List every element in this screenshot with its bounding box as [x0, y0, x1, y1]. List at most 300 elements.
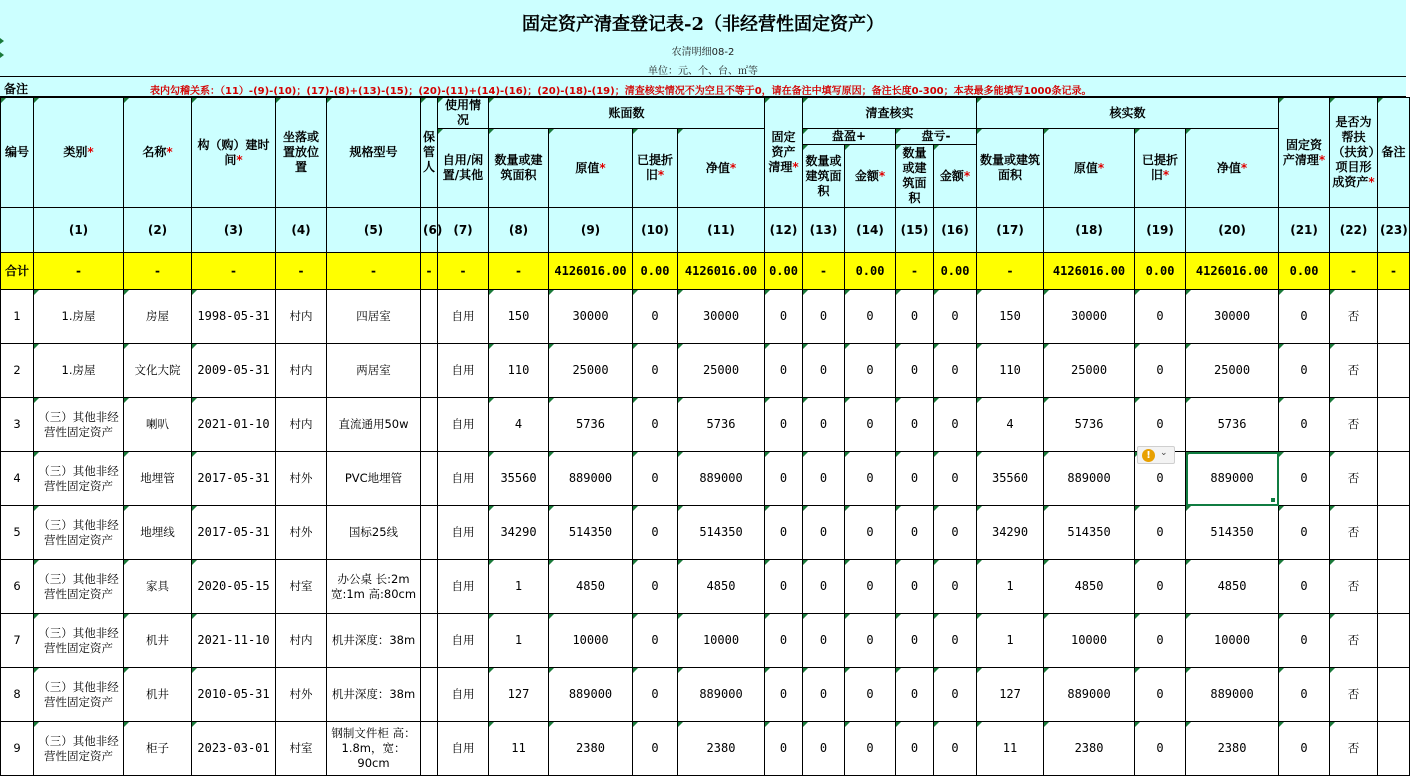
cell-clear-21[interactable]: 0	[1279, 560, 1330, 614]
cell-ver-net[interactable]: 5736	[1186, 398, 1279, 452]
cell-loss-qty[interactable]: 0	[896, 398, 934, 452]
cell-ver-dep[interactable]: 0	[1135, 668, 1186, 722]
cell-keeper[interactable]	[421, 560, 438, 614]
cell-ver-dep[interactable]: 0	[1135, 614, 1186, 668]
cell-clear-21[interactable]: 0	[1279, 452, 1330, 506]
cell-clear-12[interactable]: 0	[765, 452, 803, 506]
error-check-button[interactable]	[1137, 446, 1175, 464]
cell-ver-orig[interactable]: 514350	[1044, 506, 1135, 560]
cell-time[interactable]: 2017-05-31	[192, 506, 276, 560]
cell-ver-qty[interactable]: 4	[977, 398, 1044, 452]
cell-ver-dep[interactable]: 0	[1135, 344, 1186, 398]
cell-time[interactable]: 2023-03-01	[192, 722, 276, 776]
table-row	[1, 398, 1410, 452]
cell-no[interactable]: 7	[1, 614, 34, 668]
colnum-cell[interactable]: (15)	[896, 208, 934, 253]
cell-loss-qty[interactable]: 0	[896, 560, 934, 614]
cell-book-orig[interactable]: 889000	[549, 668, 633, 722]
total-cell[interactable]: -	[896, 253, 934, 290]
cell-poverty[interactable]: 否	[1330, 398, 1378, 452]
cell-ver-dep[interactable]: 0	[1135, 452, 1186, 506]
colnum-cell[interactable]: (11)	[678, 208, 765, 253]
cell-keeper[interactable]	[421, 398, 438, 452]
table-row	[1, 722, 1410, 776]
cell-time[interactable]: 2017-05-31	[192, 452, 276, 506]
cell-clear-12[interactable]: 0	[765, 722, 803, 776]
total-cell[interactable]: -	[438, 253, 489, 290]
cell-category[interactable]: （三）其他非经营性固定资产	[34, 506, 124, 560]
cell-time[interactable]: 2021-11-10	[192, 614, 276, 668]
cell-surplus-amt[interactable]: 0	[845, 560, 896, 614]
cell-book-orig[interactable]: 5736	[549, 398, 633, 452]
sheet-unit: 单位：元、个、台、㎡等	[648, 66, 758, 77]
cell-spec[interactable]: 机井深度：38m	[327, 668, 421, 722]
cell-no[interactable]: 9	[1, 722, 34, 776]
cell-ver-orig[interactable]: 25000	[1044, 344, 1135, 398]
cell-clear-21[interactable]: 0	[1279, 290, 1330, 344]
table-row	[1, 506, 1410, 560]
cell-book-dep[interactable]: 0	[633, 344, 678, 398]
cell-keeper[interactable]	[421, 290, 438, 344]
header-surplus-qty: 数量或建筑面积	[803, 145, 845, 208]
cell-book-qty[interactable]: 110	[489, 344, 549, 398]
header-loss-group: 盘亏-	[896, 129, 977, 145]
cell-remark[interactable]	[1378, 290, 1410, 344]
cell-surplus-qty[interactable]: 0	[803, 560, 845, 614]
cell-location[interactable]: 村室	[276, 560, 327, 614]
cell-clear-12[interactable]: 0	[765, 398, 803, 452]
colnum-cell[interactable]: (2)	[124, 208, 192, 253]
table-row	[1, 614, 1410, 668]
cell-remark[interactable]	[1378, 344, 1410, 398]
cell-keeper[interactable]	[421, 614, 438, 668]
header-ver-net: 净值*	[1186, 129, 1279, 208]
cell-loss-qty[interactable]: 0	[896, 668, 934, 722]
cell-book-dep[interactable]: 0	[633, 290, 678, 344]
cell-no[interactable]: 3	[1, 398, 34, 452]
cell-ver-orig[interactable]: 4850	[1044, 560, 1135, 614]
cell-ver-qty[interactable]: 110	[977, 344, 1044, 398]
cell-loss-qty[interactable]: 0	[896, 452, 934, 506]
cell-poverty[interactable]: 否	[1330, 722, 1378, 776]
cell-category[interactable]: （三）其他非经营性固定资产	[34, 722, 124, 776]
cell-ver-net[interactable]: 10000	[1186, 614, 1279, 668]
total-cell[interactable]: 4126016.00	[549, 253, 633, 290]
cell-category[interactable]: （三）其他非经营性固定资产	[34, 668, 124, 722]
cell-surplus-qty[interactable]: 0	[803, 290, 845, 344]
cell-keeper[interactable]	[421, 668, 438, 722]
cell-remark[interactable]	[1378, 398, 1410, 452]
cell-name[interactable]: 房屋	[124, 290, 192, 344]
cell-ver-orig[interactable]: 10000	[1044, 614, 1135, 668]
cell-loss-amt[interactable]: 0	[934, 398, 977, 452]
cell-category[interactable]: （三）其他非经营性固定资产	[34, 614, 124, 668]
cell-spec[interactable]: 办公桌 长:2m 宽:1m 高:80cm	[327, 560, 421, 614]
cell-keeper[interactable]	[421, 344, 438, 398]
colnum-cell[interactable]: (7)	[438, 208, 489, 253]
cell-time[interactable]: 2020-05-15	[192, 560, 276, 614]
cell-poverty[interactable]: 否	[1330, 506, 1378, 560]
cell-book-qty[interactable]: 35560	[489, 452, 549, 506]
cell-no[interactable]: 4	[1, 452, 34, 506]
cell-no[interactable]: 6	[1, 560, 34, 614]
cell-name[interactable]: 家具	[124, 560, 192, 614]
cell-ver-qty[interactable]: 34290	[977, 506, 1044, 560]
cell-ver-dep[interactable]: 0	[1135, 560, 1186, 614]
colnum-cell[interactable]: (19)	[1135, 208, 1186, 253]
cell-ver-orig[interactable]: 889000	[1044, 668, 1135, 722]
cell-name[interactable]: 地埋线	[124, 506, 192, 560]
total-cell[interactable]: 0.00	[934, 253, 977, 290]
cell-book-dep[interactable]: 0	[633, 722, 678, 776]
cell-ver-dep[interactable]: 0	[1135, 290, 1186, 344]
cell-name[interactable]: 文化大院	[124, 344, 192, 398]
cell-location[interactable]: 村外	[276, 506, 327, 560]
header-ver-dep: 已提折旧*	[1135, 129, 1186, 208]
colnum-cell[interactable]: (14)	[845, 208, 896, 253]
cell-surplus-amt[interactable]: 0	[845, 506, 896, 560]
cell-surplus-qty[interactable]: 0	[803, 668, 845, 722]
cell-surplus-qty[interactable]: 0	[803, 722, 845, 776]
cell-spec[interactable]: 两居室	[327, 344, 421, 398]
cell-surplus-qty[interactable]: 0	[803, 344, 845, 398]
cell-book-net[interactable]: 30000	[678, 290, 765, 344]
cell-ver-dep[interactable]: 0	[1135, 722, 1186, 776]
sheet-subtitle: 农清明细08-2	[671, 47, 735, 58]
cell-ver-qty[interactable]: 150	[977, 290, 1044, 344]
cell-ver-qty[interactable]: 127	[977, 668, 1044, 722]
cell-ver-dep[interactable]: 0	[1135, 398, 1186, 452]
total-cell[interactable]: -	[276, 253, 327, 290]
cell-category[interactable]: （三）其他非经营性固定资产	[34, 452, 124, 506]
total-cell[interactable]: 0.00	[1279, 253, 1330, 290]
cell-no[interactable]: 5	[1, 506, 34, 560]
cell-loss-amt[interactable]: 0	[934, 452, 977, 506]
header-surplus-amt: 金额*	[845, 145, 896, 208]
cell-loss-amt[interactable]: 0	[934, 290, 977, 344]
comment-marker-icon	[0, 52, 4, 58]
cell-no[interactable]: 8	[1, 668, 34, 722]
colnum-cell[interactable]: (21)	[1279, 208, 1330, 253]
total-cell[interactable]: -	[34, 253, 124, 290]
cell-keeper[interactable]	[421, 722, 438, 776]
total-cell[interactable]: -	[1378, 253, 1410, 290]
total-cell[interactable]: -	[977, 253, 1044, 290]
cell-book-dep[interactable]: 0	[633, 398, 678, 452]
colnum-cell[interactable]: (16)	[934, 208, 977, 253]
colnum-cell[interactable]: (5)	[327, 208, 421, 253]
cell-book-dep[interactable]: 0	[633, 452, 678, 506]
cell-ver-orig[interactable]: 30000	[1044, 290, 1135, 344]
cell-loss-qty[interactable]: 0	[896, 722, 934, 776]
cell-surplus-qty[interactable]: 0	[803, 398, 845, 452]
cell-remark[interactable]	[1378, 722, 1410, 776]
cell-book-dep[interactable]: 0	[633, 506, 678, 560]
cell-ver-orig[interactable]: 5736	[1044, 398, 1135, 452]
cell-book-net[interactable]: 4850	[678, 560, 765, 614]
cell-usage[interactable]: 自用	[438, 614, 489, 668]
colnum-cell[interactable]: (20)	[1186, 208, 1279, 253]
cell-ver-qty[interactable]: 35560	[977, 452, 1044, 506]
cell-book-orig[interactable]: 10000	[549, 614, 633, 668]
sheet-title-area	[0, 0, 1406, 77]
cell-keeper[interactable]	[421, 506, 438, 560]
cell-book-net[interactable]: 514350	[678, 506, 765, 560]
cell-usage[interactable]: 自用	[438, 452, 489, 506]
cell-no[interactable]: 1	[1, 290, 34, 344]
cell-ver-net[interactable]: 514350	[1186, 506, 1279, 560]
cell-clear-21[interactable]: 0	[1279, 668, 1330, 722]
cell-surplus-amt[interactable]: 0	[845, 398, 896, 452]
table-row	[1, 344, 1410, 398]
cell-ver-qty[interactable]: 11	[977, 722, 1044, 776]
header-name: 名称*	[124, 98, 192, 208]
cell-clear-21[interactable]: 0	[1279, 506, 1330, 560]
cell-remark[interactable]	[1378, 668, 1410, 722]
cell-spec[interactable]: 直流通用50w	[327, 398, 421, 452]
cell-book-orig[interactable]: 514350	[549, 506, 633, 560]
cell-location[interactable]: 村内	[276, 614, 327, 668]
cell-clear-12[interactable]: 0	[765, 560, 803, 614]
cell-poverty[interactable]: 否	[1330, 614, 1378, 668]
total-cell[interactable]: -	[124, 253, 192, 290]
header-usage-group: 使用情况	[438, 98, 489, 129]
cell-poverty[interactable]: 否	[1330, 668, 1378, 722]
header-category: 类别*	[34, 98, 124, 208]
cell-location[interactable]: 村外	[276, 668, 327, 722]
total-cell[interactable]: -	[489, 253, 549, 290]
total-cell[interactable]: 0.00	[633, 253, 678, 290]
total-cell[interactable]: -	[421, 253, 438, 290]
cell-surplus-amt[interactable]: 0	[845, 722, 896, 776]
cell-book-qty[interactable]: 11	[489, 722, 549, 776]
cell-ver-qty[interactable]: 1	[977, 560, 1044, 614]
cell-book-orig[interactable]: 25000	[549, 344, 633, 398]
cell-ver-qty[interactable]: 1	[977, 614, 1044, 668]
colnum-cell[interactable]: (4)	[276, 208, 327, 253]
total-cell[interactable]: 0.00	[1135, 253, 1186, 290]
cell-book-qty[interactable]: 1	[489, 560, 549, 614]
cell-loss-amt[interactable]: 0	[934, 722, 977, 776]
cell-book-orig[interactable]: 889000	[549, 452, 633, 506]
total-label[interactable]: 合计	[1, 253, 34, 290]
cell-loss-amt[interactable]: 0	[934, 668, 977, 722]
header-remark: 备注	[1378, 98, 1410, 208]
cell-spec[interactable]: 机井深度：38m	[327, 614, 421, 668]
header-book-qty: 数量或建筑面积	[489, 129, 549, 208]
cell-category[interactable]: （三）其他非经营性固定资产	[34, 398, 124, 452]
cell-book-net[interactable]: 25000	[678, 344, 765, 398]
cell-usage[interactable]: 自用	[438, 344, 489, 398]
cell-book-qty[interactable]: 127	[489, 668, 549, 722]
cell-time[interactable]: 2010-05-31	[192, 668, 276, 722]
cell-name[interactable]: 地埋管	[124, 452, 192, 506]
header-verified-group: 核实数	[977, 98, 1279, 129]
cell-time[interactable]: 2021-01-10	[192, 398, 276, 452]
cell-loss-qty[interactable]: 0	[896, 290, 934, 344]
cell-loss-qty[interactable]: 0	[896, 614, 934, 668]
header-book-group: 账面数	[489, 98, 765, 129]
header-surplus-group: 盘盈+	[803, 129, 896, 145]
warning-icon: !	[1142, 449, 1155, 462]
cell-clear-21[interactable]: 0	[1279, 344, 1330, 398]
cell-poverty[interactable]: 否	[1330, 452, 1378, 506]
colnum-cell[interactable]: (10)	[633, 208, 678, 253]
cell-category[interactable]: （三）其他非经营性固定资产	[34, 560, 124, 614]
cell-surplus-amt[interactable]: 0	[845, 290, 896, 344]
cell-location[interactable]: 村内	[276, 290, 327, 344]
cell-loss-qty[interactable]: 0	[896, 506, 934, 560]
cell-keeper[interactable]	[421, 452, 438, 506]
total-cell[interactable]: -	[327, 253, 421, 290]
comment-marker-icon	[0, 38, 4, 44]
cell-ver-net[interactable]: 30000	[1186, 290, 1279, 344]
total-cell[interactable]: 4126016.00	[1044, 253, 1135, 290]
cell-time[interactable]: 1998-05-31	[192, 290, 276, 344]
cell-spec[interactable]: PVC地埋管	[327, 452, 421, 506]
cell-remark[interactable]	[1378, 560, 1410, 614]
cell-usage[interactable]: 自用	[438, 398, 489, 452]
cell-loss-amt[interactable]: 0	[934, 614, 977, 668]
total-cell[interactable]: -	[192, 253, 276, 290]
colnum-cell[interactable]: (6)	[421, 208, 438, 253]
total-cell[interactable]: 0.00	[765, 253, 803, 290]
header-book-orig: 原值*	[549, 129, 633, 208]
cell-name[interactable]: 机井	[124, 614, 192, 668]
cell-ver-dep[interactable]: 0	[1135, 506, 1186, 560]
colnum-cell[interactable]: (22)	[1330, 208, 1378, 253]
header-loss-qty: 数量或建筑面积	[896, 145, 934, 208]
cell-clear-21[interactable]: 0	[1279, 398, 1330, 452]
cell-surplus-amt[interactable]: 0	[845, 668, 896, 722]
cell-usage[interactable]: 自用	[438, 668, 489, 722]
header-fixed-clear-12: 固定资产清理*	[765, 98, 803, 208]
cell-name[interactable]: 喇叭	[124, 398, 192, 452]
fill-handle[interactable]	[1270, 497, 1276, 503]
cell-surplus-qty[interactable]: 0	[803, 506, 845, 560]
cell-book-qty[interactable]: 1	[489, 614, 549, 668]
cell-remark[interactable]	[1378, 506, 1410, 560]
cell-usage[interactable]: 自用	[438, 506, 489, 560]
cell-book-orig[interactable]: 4850	[549, 560, 633, 614]
cell-remark[interactable]	[1378, 452, 1410, 506]
cell-book-dep[interactable]: 0	[633, 668, 678, 722]
cell-name[interactable]: 柜子	[124, 722, 192, 776]
cell-category[interactable]: 1.房屋	[34, 290, 124, 344]
cell-spec[interactable]: 钢制文件柜 高：1.8m，宽：90cm	[327, 722, 421, 776]
colnum-cell[interactable]: (13)	[803, 208, 845, 253]
cell-loss-amt[interactable]: 0	[934, 344, 977, 398]
note-row[interactable]	[0, 77, 1406, 97]
cell-book-orig[interactable]: 2380	[549, 722, 633, 776]
note-label: 备注	[4, 82, 29, 96]
header-poverty: 是否为帮扶（扶贫）项目形成资产*	[1330, 98, 1378, 208]
cell-clear-12[interactable]: 0	[765, 506, 803, 560]
cell-location[interactable]: 村室	[276, 722, 327, 776]
colnum-cell[interactable]: (3)	[192, 208, 276, 253]
cell-surplus-qty[interactable]: 0	[803, 614, 845, 668]
cell-loss-amt[interactable]: 0	[934, 506, 977, 560]
cell-usage[interactable]: 自用	[438, 290, 489, 344]
cell-book-qty[interactable]: 4	[489, 398, 549, 452]
cell-loss-qty[interactable]: 0	[896, 344, 934, 398]
colnum-blank[interactable]	[1, 208, 34, 253]
cell-name[interactable]: 机井	[124, 668, 192, 722]
cell-poverty[interactable]: 否	[1330, 560, 1378, 614]
cell-surplus-amt[interactable]: 0	[845, 452, 896, 506]
total-cell[interactable]: -	[803, 253, 845, 290]
colnum-cell[interactable]: (23)	[1378, 208, 1410, 253]
cell-book-net[interactable]: 5736	[678, 398, 765, 452]
cell-book-dep[interactable]: 0	[633, 614, 678, 668]
cell-book-qty[interactable]: 150	[489, 290, 549, 344]
colnum-cell[interactable]: (12)	[765, 208, 803, 253]
cell-clear-12[interactable]: 0	[765, 344, 803, 398]
cell-ver-net[interactable]: 4850	[1186, 560, 1279, 614]
cell-ver-orig[interactable]: 889000	[1044, 452, 1135, 506]
cell-usage[interactable]: 自用	[438, 722, 489, 776]
cell-book-net[interactable]: 2380	[678, 722, 765, 776]
cell-book-net[interactable]: 10000	[678, 614, 765, 668]
colnum-cell[interactable]: (18)	[1044, 208, 1135, 253]
cell-location[interactable]: 村外	[276, 452, 327, 506]
cell-ver-net[interactable]: 889000	[1186, 668, 1279, 722]
cell-ver-net-selected[interactable]: 889000	[1186, 452, 1279, 506]
cell-book-qty[interactable]: 34290	[489, 506, 549, 560]
cell-clear-21[interactable]: 0	[1279, 614, 1330, 668]
cell-ver-orig[interactable]: 2380	[1044, 722, 1135, 776]
cell-book-net[interactable]: 889000	[678, 452, 765, 506]
cell-ver-net[interactable]: 25000	[1186, 344, 1279, 398]
cell-location[interactable]: 村内	[276, 344, 327, 398]
header-usage: 自用/闲置/其他	[438, 129, 489, 208]
cell-time[interactable]: 2009-05-31	[192, 344, 276, 398]
cell-book-orig[interactable]: 30000	[549, 290, 633, 344]
table-row	[1, 452, 1410, 506]
colnum-cell[interactable]: (17)	[977, 208, 1044, 253]
cell-clear-12[interactable]: 0	[765, 614, 803, 668]
cell-loss-amt[interactable]: 0	[934, 560, 977, 614]
cell-ver-net[interactable]: 2380	[1186, 722, 1279, 776]
cell-spec[interactable]: 四居室	[327, 290, 421, 344]
colnum-cell[interactable]: (1)	[34, 208, 124, 253]
cell-clear-12[interactable]: 0	[765, 290, 803, 344]
cell-spec[interactable]: 国标25线	[327, 506, 421, 560]
total-cell[interactable]: -	[1330, 253, 1378, 290]
cell-book-net[interactable]: 889000	[678, 668, 765, 722]
header-book-dep: 已提折旧*	[633, 129, 678, 208]
cell-poverty[interactable]: 否	[1330, 290, 1378, 344]
colnum-cell[interactable]: (8)	[489, 208, 549, 253]
cell-surplus-amt[interactable]: 0	[845, 344, 896, 398]
cell-surplus-qty[interactable]: 0	[803, 452, 845, 506]
total-cell[interactable]: 0.00	[845, 253, 896, 290]
header-ver-orig: 原值*	[1044, 129, 1135, 208]
cell-location[interactable]: 村内	[276, 398, 327, 452]
total-cell[interactable]: 4126016.00	[678, 253, 765, 290]
cell-surplus-amt[interactable]: 0	[845, 614, 896, 668]
cell-poverty[interactable]: 否	[1330, 344, 1378, 398]
cell-book-dep[interactable]: 0	[633, 560, 678, 614]
cell-remark[interactable]	[1378, 614, 1410, 668]
cell-category[interactable]: 1.房屋	[34, 344, 124, 398]
cell-usage[interactable]: 自用	[438, 560, 489, 614]
colnum-cell[interactable]: (9)	[549, 208, 633, 253]
cell-clear-12[interactable]: 0	[765, 668, 803, 722]
total-cell[interactable]: 4126016.00	[1186, 253, 1279, 290]
cell-no[interactable]: 2	[1, 344, 34, 398]
cell-clear-21[interactable]: 0	[1279, 722, 1330, 776]
